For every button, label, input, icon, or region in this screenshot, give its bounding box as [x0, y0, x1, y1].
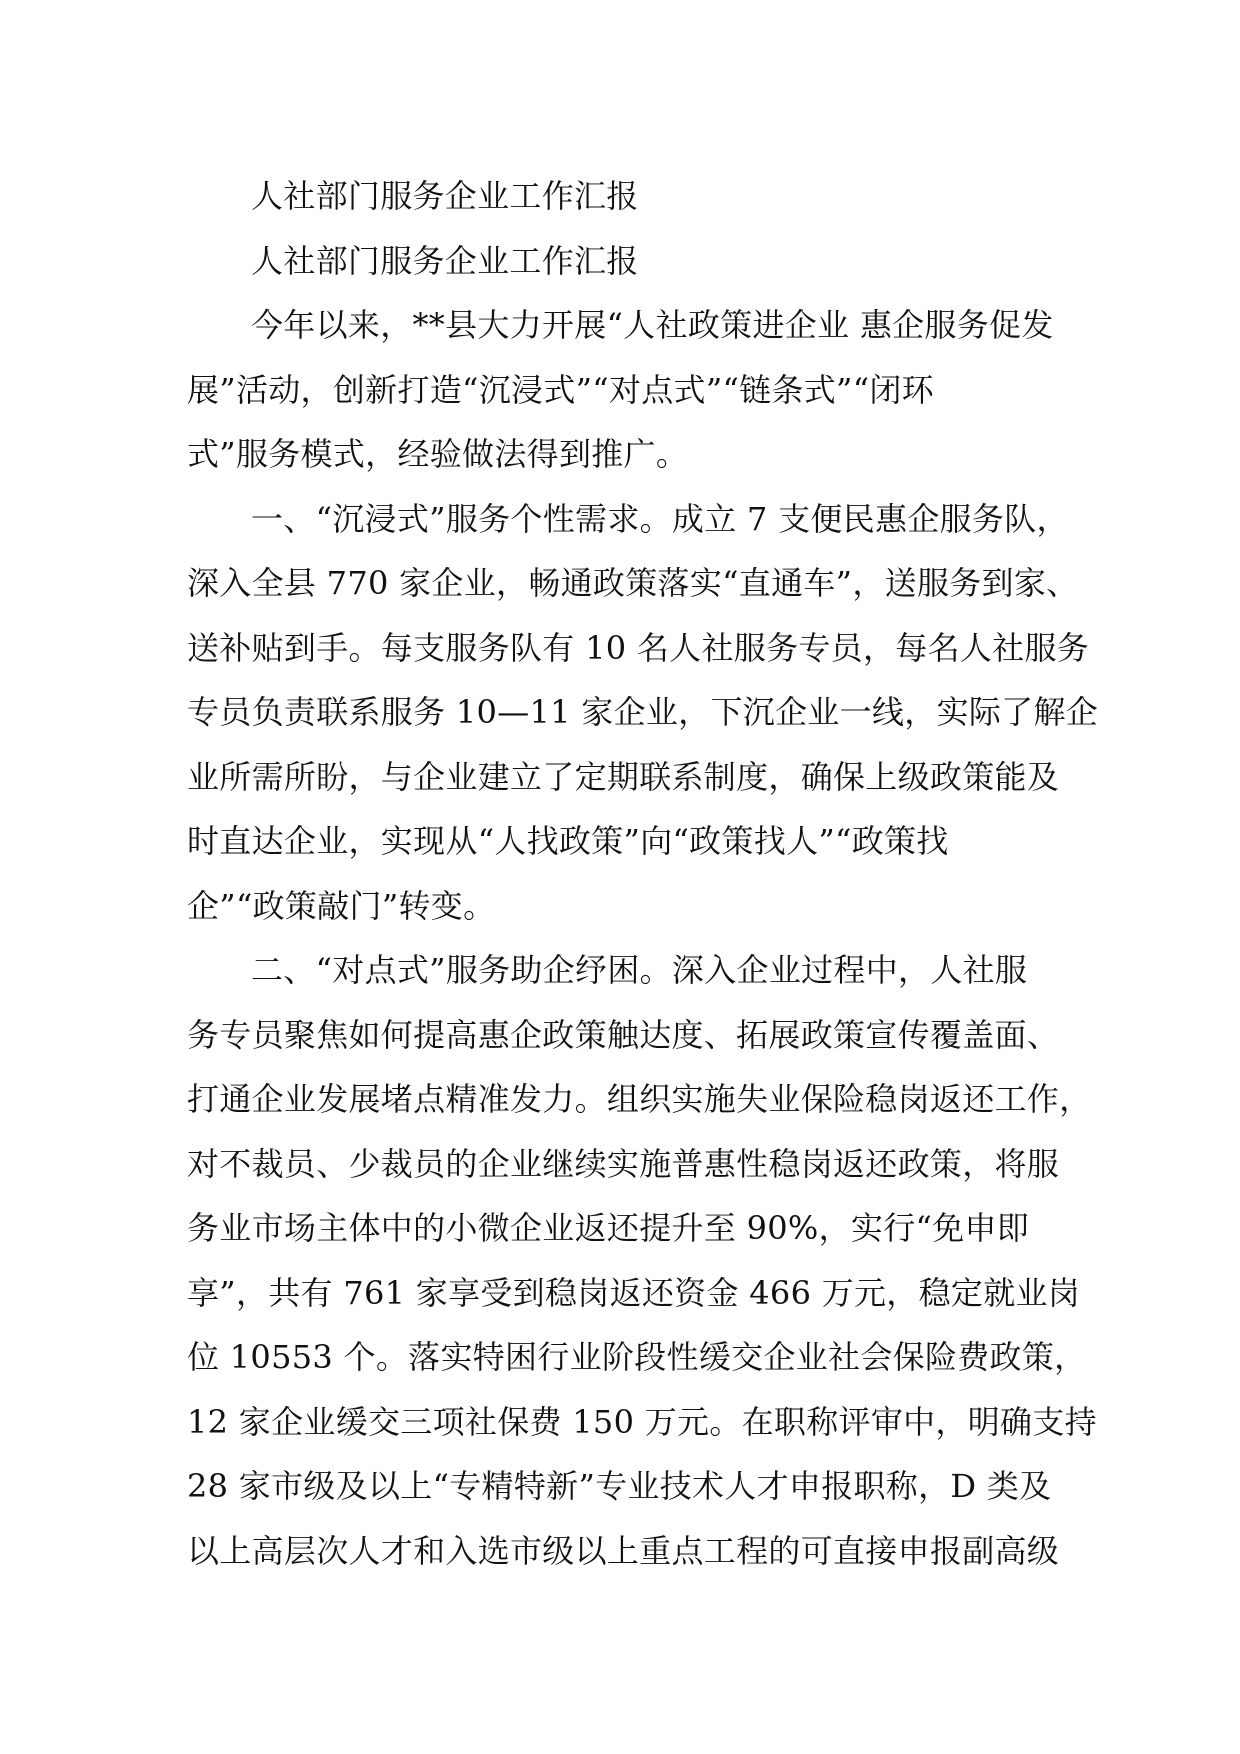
paragraph-line: 打通企业发展堵点精准发力。组织实施失业保险稳岗返还工作， [187, 1080, 1092, 1118]
paragraph-line: 业所需所盼，与企业建立了定期联系制度，确保上级政策能及 [187, 757, 1060, 796]
paragraph-line: 今年以来，**县大力开展“人社政策进企业 惠企服务促发 [251, 306, 1054, 344]
paragraph-line: 务业市场主体中的小微企业返还提升至 90%，实行“免申即 [187, 1209, 1030, 1247]
paragraph-line: 专员负责联系服务 10—11 家企业，下沉企业一线，实际了解企 [187, 693, 1099, 731]
paragraph-line: 式”服务模式，经验做法得到推广。 [187, 435, 689, 473]
paragraph-line: 展”活动，创新打造“沉浸式”“对点式”“链条式”“闭环 [187, 370, 934, 409]
paragraph-line: 28 家市级及以上“专精特新”专业技术人才申报职称，D 类及 [187, 1467, 1052, 1505]
paragraph-line: 务专员聚焦如何提高惠企政策触达度、拓展政策宣传覆盖面、 [187, 1015, 1060, 1054]
paragraph-line: 享”，共有 761 家享受到稳岗返还资金 466 万元，稳定就业岗 [187, 1273, 1081, 1312]
paragraph-line: 一、“沉浸式”服务个性需求。成立 7 支便民惠企服务队， [251, 499, 1069, 538]
paragraph-section-2 [187, 938, 1097, 1583]
paragraph-line: 深入全县 770 家企业，畅通政策落实“直通车”，送服务到家、 [187, 564, 1079, 602]
paragraph-line: 以上高层次人才和入选市级以上重点工程的可直接申报副高级 [187, 1531, 1060, 1570]
paragraph-section-1 [187, 487, 1099, 939]
paragraph-line: 时直达企业，实现从“人找政策”向“政策找人”“政策找 [187, 822, 949, 860]
paragraph-line: 送补贴到手。每支服务队有 10 名人社服务专员，每名人社服务 [187, 628, 1090, 667]
paragraph-line: 企”“政策敲门”转变。 [187, 886, 496, 925]
document-title: 人社部门服务企业工作汇报 [251, 177, 639, 215]
paragraph-line: 12 家企业缓交三项社保费 150 万元。在职称评审中，明确支持 [187, 1402, 1097, 1441]
document-subtitle: 人社部门服务企业工作汇报 [251, 241, 639, 280]
paragraph-line: 位 10553 个。落实特困行业阶段性缓交企业社会保险费政策， [187, 1338, 1087, 1376]
paragraph-line: 二、“对点式”服务助企纾困。深入企业过程中，人社服 [251, 951, 1028, 989]
paragraph-intro [187, 293, 1067, 487]
document-body [187, 164, 1099, 1583]
paragraph-line: 对不裁员、少裁员的企业继续实施普惠性稳岗返还政策，将服 [187, 1144, 1060, 1183]
